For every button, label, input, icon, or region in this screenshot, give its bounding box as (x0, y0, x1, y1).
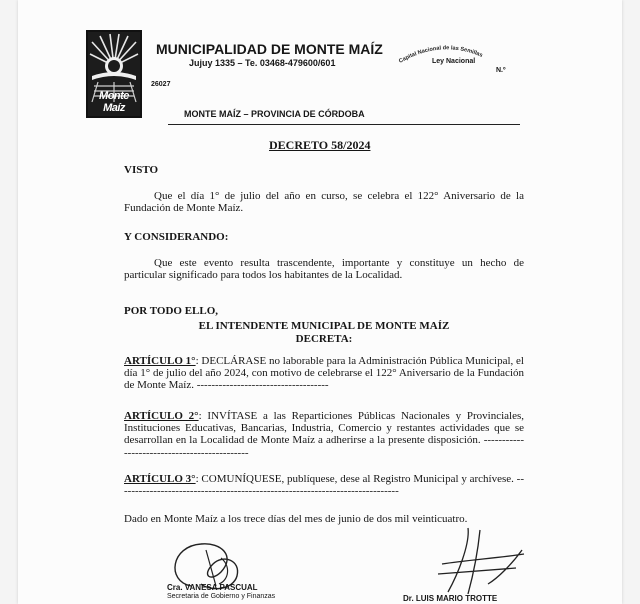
decree-title: DECRETO 58/2024 (269, 138, 371, 152)
dado-en-line: Dado en Monte Maíz a los trece días del mes de junio de dos mil veinticuatro. (124, 513, 468, 525)
considerando-heading: Y CONSIDERANDO: (124, 231, 229, 243)
article-1-text: : DECLÁRASE no laborable para la Administración Pública Municipal, el día 1° de julio del año 2024, con motivo de celebrarse el 122° Aniversario de la Fundación de Monte Maíz. ------------------------------------ (124, 355, 524, 392)
por-todo-ello: POR TODO ELLO, (124, 305, 219, 317)
considerando-text: Que este evento resulta trascendente, importante y constituye un hecho de particular significado para todos los habitantes de la Localidad. (124, 257, 524, 282)
visto-text: Que el día 1° de julio del año en curso, se celebra el 122° Aniversario de la Fundación de Monte Maíz. (124, 190, 524, 215)
header-divider (168, 124, 520, 125)
document-page (18, 0, 622, 604)
article-1 (124, 355, 524, 392)
right-signature-icon (428, 524, 528, 596)
article-2-heading: ARTÍCULO 2° (124, 410, 199, 422)
left-signatory-role: Secretaria de Gobierno y Finanzas (167, 593, 276, 600)
left-signatory-name: Cra. VANESA PASCUAL (167, 583, 258, 592)
stamp-number: N.º (496, 67, 506, 74)
municipality-logo (86, 30, 142, 118)
article-3-text: : COMUNÍQUESE, publíquese, dese al Registro Municipal y archívese. ----------------------------------------------------------------------------- (124, 473, 524, 498)
postal-code: 26027 (151, 81, 171, 88)
article-3-heading: ARTÍCULO 3° (124, 473, 196, 485)
right-signatory-name: Dr. LUIS MARIO TROTTE (403, 594, 498, 603)
municipality-title: MUNICIPALIDAD DE MONTE MAÍZ (156, 41, 383, 57)
article-2 (124, 410, 524, 459)
logo-text: Monte Maíz (99, 90, 129, 114)
article-2-text: : INVÍTASE a las Reparticiones Públicas Nacionales y Provinciales, Instituciones Educativas, Bancarias, Industria, Comercio y restantes actividades que se desarrollan en la Localidad de Monte Maíz a adherirse a la presente disposición. --------------------------------------------- (124, 410, 524, 459)
stamp-arc-text: Capital Nacional de las Semillas (398, 45, 484, 65)
location-line: MONTE MAÍZ – PROVINCIA DE CÓRDOBA (184, 109, 365, 119)
article-1-heading: ARTÍCULO 1° (124, 355, 196, 367)
municipality-address: Jujuy 1335 – Te. 03468-479600/601 (189, 58, 336, 68)
visto-heading: VISTO (124, 164, 159, 176)
decreta-heading: DECRETA: (295, 333, 353, 345)
article-3 (124, 473, 524, 497)
stamp-law: Ley Nacional (432, 58, 476, 65)
intendente-heading: EL INTENDENTE MUNICIPAL DE MONTE MAÍZ (198, 320, 450, 332)
